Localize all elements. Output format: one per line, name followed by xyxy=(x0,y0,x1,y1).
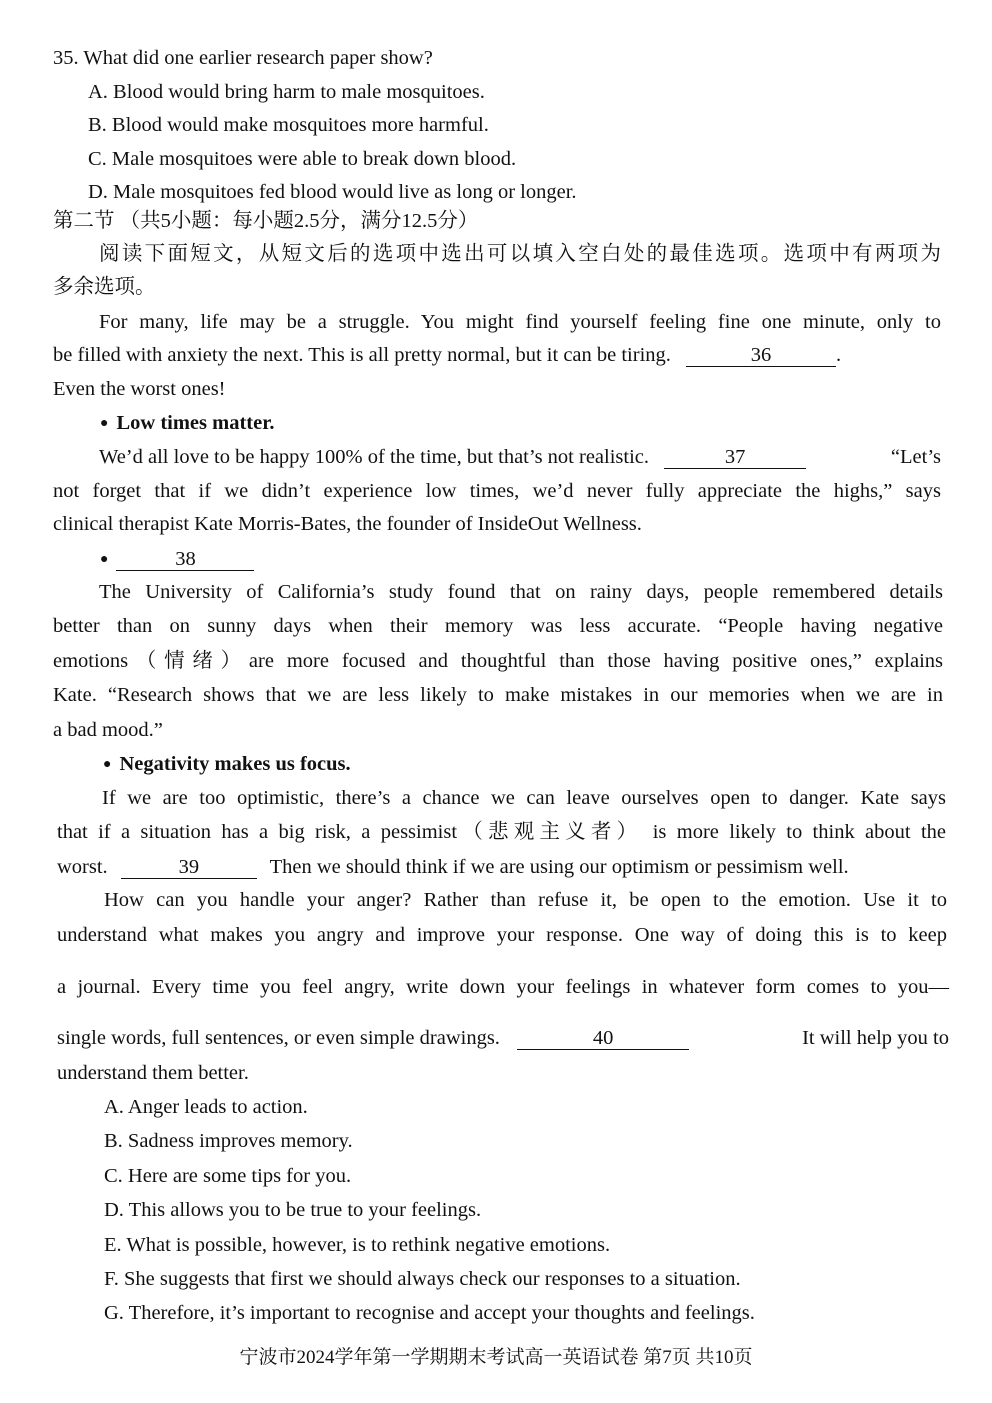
passage-p5-line-4 xyxy=(57,1028,949,1050)
question-35-stem: 35. What did one earlier research paper show? xyxy=(53,47,433,69)
passage-p1-line-2 xyxy=(53,345,841,367)
passage-p3-line-2: better than on sunny days when their memory was less accurate. “People having negative xyxy=(53,615,943,637)
bullet-icon: ● xyxy=(100,552,109,567)
passage-p5-line-4-end: It will help you to xyxy=(802,1027,949,1049)
passage-p3-line-5: a bad mood.” xyxy=(53,719,163,741)
subheading-low-times xyxy=(100,413,275,434)
passage-p5-line-3: a journal. Every time you feel angry, write down your feelings in whatever form comes to you— xyxy=(57,976,949,998)
passage-p5-line-5: understand them better. xyxy=(57,1062,249,1084)
subheading-blank-38 xyxy=(100,549,254,571)
passage-p1-line-2-text: be filled with anxiety the next. This is all pretty normal, but it can be tiring. xyxy=(53,344,671,366)
passage-p4-line-2: that if a situation has a big risk, a pessimist（悲观主义者） is more likely to think about the xyxy=(57,821,946,843)
question-35-option-a: A. Blood would bring harm to male mosquitoes. xyxy=(88,81,485,103)
passage-p4-line-3-end: Then we should think if we are using our optimism or pessimism well. xyxy=(269,856,849,878)
bullet-icon: ● xyxy=(103,757,112,772)
passage-p2-line-2: not forget that if we didn’t experience low times, we’d never fully appreciate the highs,” says xyxy=(53,480,941,502)
passage-p2-line-1-text: We’d all love to be happy 100% of the time, but that’s not realistic. xyxy=(99,446,650,468)
passage-p2-line-1 xyxy=(99,447,941,469)
section-instruction-line-2: 多余选项。 xyxy=(53,276,156,298)
passage-p4-line-3-start: worst. xyxy=(57,856,108,878)
choice-a: A. Anger leads to action. xyxy=(104,1096,308,1118)
passage-p2-line-1-end: “Let’s xyxy=(890,446,941,468)
blank-36[interactable]: 36 xyxy=(686,345,836,367)
blank-37[interactable]: 37 xyxy=(664,447,806,469)
subheading-low-times-text: Low times matter. xyxy=(116,412,275,434)
page-footer: 宁波市2024学年第一学期期末考试高一英语试卷 第7页 共10页 xyxy=(239,1347,753,1368)
choice-d: D. This allows you to be true to your feelings. xyxy=(104,1199,482,1221)
blank-40[interactable]: 40 xyxy=(517,1028,689,1050)
choice-f: F. She suggests that first we should always check our responses to a situation. xyxy=(104,1268,741,1290)
choice-g: G. Therefore, it’s important to recognise and accept your thoughts and feelings. xyxy=(104,1302,755,1324)
blank-38[interactable]: 38 xyxy=(116,549,254,571)
bullet-icon: ● xyxy=(100,416,109,431)
passage-p3-line-3: emotions（情绪）are more focused and thoughtful than those having positive ones,” explains xyxy=(53,650,943,672)
passage-p1-line-3: Even the worst ones! xyxy=(53,378,226,400)
choice-c: C. Here are some tips for you. xyxy=(104,1165,352,1187)
passage-p1-line-1: For many, life may be a struggle. You might find yourself feeling fine one minute, only to xyxy=(99,311,941,333)
passage-p5-line-2: understand what makes you angry and improve your response. One way of doing this is to keep xyxy=(57,924,947,946)
passage-p3-line-1: The University of California’s study found that on rainy days, people remembered details xyxy=(99,581,943,603)
choice-e: E. What is possible, however, is to rethink negative emotions. xyxy=(104,1234,611,1256)
blank-39[interactable]: 39 xyxy=(121,857,257,879)
choice-b: B. Sadness improves memory. xyxy=(104,1130,353,1152)
subheading-negativity-text: Negativity makes us focus. xyxy=(119,753,351,775)
passage-p2-line-3: clinical therapist Kate Morris-Bates, the founder of InsideOut Wellness. xyxy=(53,513,642,535)
section-instruction-line-1: 阅读下面短文，从短文后的选项中选出可以填入空白处的最佳选项。选项中有两项为 xyxy=(99,243,941,265)
question-35-option-c: C. Male mosquitoes were able to break down blood. xyxy=(88,148,517,170)
section-heading: 第二节 （共5小题：每小题2.5分，满分12.5分） xyxy=(53,210,479,232)
passage-p3-line-4: Kate. “Research shows that we are less likely to make mistakes in our memories when we are in xyxy=(53,684,943,706)
passage-p4-line-1: If we are too optimistic, there’s a chance we can leave ourselves open to danger. Kate says xyxy=(102,787,946,809)
passage-p4-line-3 xyxy=(57,857,849,879)
passage-p5-line-1: How can you handle your anger? Rather than refuse it, be open to the emotion. Use it to xyxy=(104,889,947,911)
question-35-option-b: B. Blood would make mosquitoes more harmful. xyxy=(88,114,489,136)
question-35-option-d: D. Male mosquitoes fed blood would live as long or longer. xyxy=(88,181,577,203)
subheading-negativity xyxy=(103,754,351,775)
blank-36-period: . xyxy=(836,344,842,366)
passage-p5-line-4-text: single words, full sentences, or even simple drawings. xyxy=(57,1027,500,1049)
